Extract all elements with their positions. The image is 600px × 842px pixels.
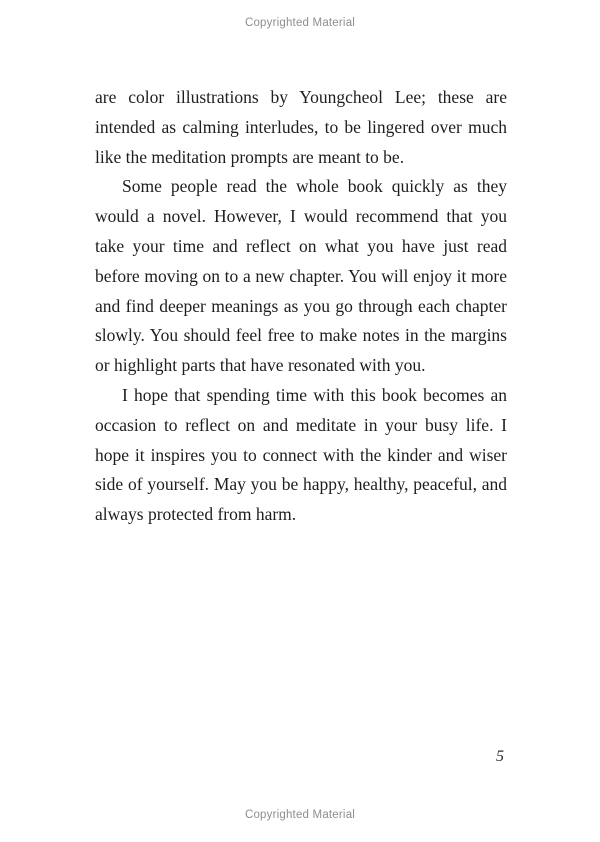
paragraph: I hope that spending time with this book becomes an occasion to reflect on and meditate in your busy life. I hope it inspires you to connect with the kinder and wiser side of yourself. May you be happy, healthy, peaceful, and always protected from harm.	[95, 384, 507, 525]
paragraph: Some people read the whole book quickly as they would a novel. However, I would recommend that you take your time and reflect on what you have just read before moving on to a new chapter. You will enjoy it more and find deeper meanings as you go through each chapter slowly. You should feel free to make notes in the margins or highlight parts that have resonated with you.	[95, 176, 507, 376]
copyright-notice-top: Copyrighted Material	[244, 17, 356, 29]
paragraph: are color illustrations by Youngcheol Lee; these are intended as calming interludes, to be lingered over much like the meditation prompts are meant to be.	[95, 87, 507, 167]
copyright-notice-bottom: Copyrighted Material	[244, 809, 356, 821]
page-number: 5	[496, 748, 504, 765]
body-text-block	[95, 83, 507, 530]
